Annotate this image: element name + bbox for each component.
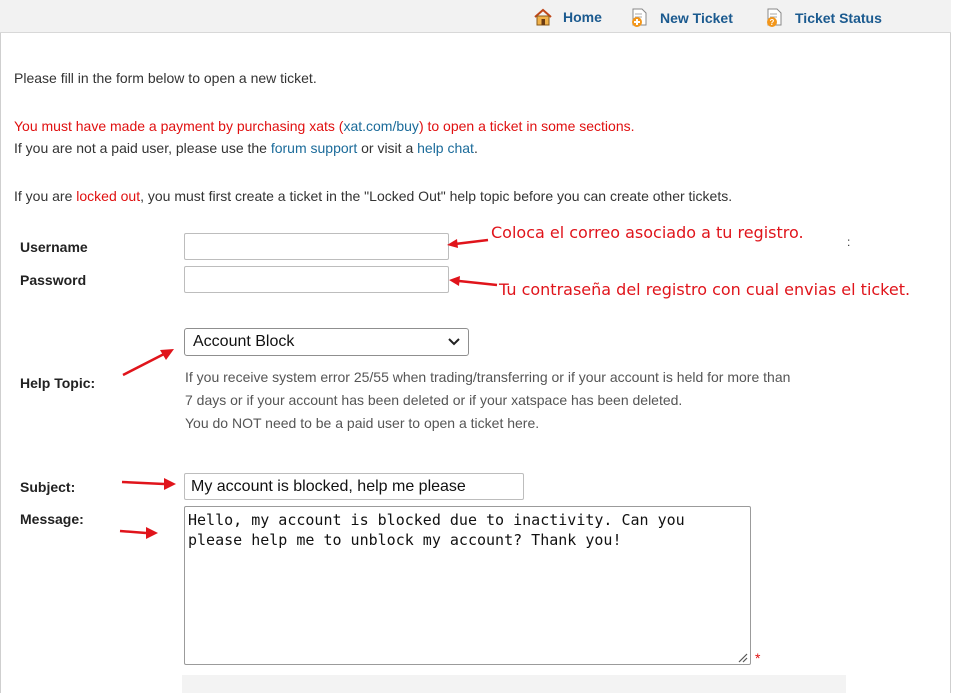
locked-notice-after: , you must first create a ticket in the "Locked Out" help topic before you can create other tickets. — [140, 188, 733, 204]
unpaid-notice-before: If you are not a paid user, please use the — [14, 140, 271, 156]
resize-grip-icon[interactable] — [737, 652, 748, 663]
form-footer-panel — [182, 675, 846, 693]
nav-new-ticket-label: New Ticket — [660, 10, 733, 26]
payment-notice — [14, 118, 635, 134]
arrow-to-help-topic-icon — [120, 346, 178, 378]
password-input[interactable] — [184, 266, 449, 293]
top-nav-bar — [0, 0, 951, 33]
required-marker: * — [755, 650, 761, 666]
nav-home-label: Home — [563, 9, 602, 25]
username-input[interactable] — [184, 233, 449, 260]
chevron-down-icon — [448, 338, 460, 346]
payment-notice-before: You must have made a payment by purchasing xats ( — [14, 118, 344, 134]
nav-home[interactable] — [533, 8, 602, 26]
locked-out-highlight: locked out — [76, 188, 141, 204]
locked-notice-before: If you are — [14, 188, 77, 204]
stray-mark: : — [847, 235, 851, 249]
subject-label: Subject: — [20, 479, 76, 495]
svg-text:?: ? — [769, 18, 775, 27]
help-topic-select[interactable] — [184, 328, 469, 356]
arrow-to-message-icon — [118, 524, 160, 540]
ticket-status-icon — [765, 8, 785, 28]
payment-notice-after: ) to open a ticket in some sections. — [418, 118, 635, 134]
help-topic-hint — [185, 366, 790, 435]
subject-input[interactable] — [184, 473, 524, 500]
username-annotation: Coloca el correo asociado a tu registro. — [491, 223, 804, 242]
nav-ticket-status-label: Ticket Status — [795, 10, 882, 26]
help-topic-hint-line: If you receive system error 25/55 when trading/transferring or if your account is held for more than — [185, 369, 791, 385]
message-label: Message: — [20, 511, 84, 527]
unpaid-notice-middle: or visit a — [357, 140, 418, 156]
buy-xats-link[interactable]: xat.com/buy — [343, 118, 419, 134]
arrow-to-username-icon — [445, 232, 490, 250]
password-label: Password — [20, 272, 87, 288]
nav-ticket-status[interactable] — [765, 8, 882, 28]
locked-out-notice — [14, 188, 732, 204]
arrow-to-password-icon — [447, 274, 499, 290]
home-icon — [533, 8, 553, 26]
arrow-to-subject-icon — [120, 475, 178, 491]
help-topic-label: Help Topic: — [20, 375, 96, 391]
message-textarea[interactable] — [184, 506, 751, 665]
username-label: Username — [20, 239, 88, 255]
nav-new-ticket[interactable] — [630, 8, 733, 28]
unpaid-notice-after: . — [473, 140, 478, 156]
new-ticket-icon — [630, 8, 650, 28]
forum-support-link[interactable]: forum support — [270, 140, 358, 156]
intro-text: Please fill in the form below to open a new ticket. — [14, 70, 317, 86]
password-annotation: Tu contraseña del registro con cual envias el ticket. — [499, 280, 911, 299]
help-chat-link[interactable]: help chat — [417, 140, 474, 156]
help-topic-hint-line: You do NOT need to be a paid user to open a ticket here. — [185, 415, 540, 431]
help-topic-hint-line: 7 days or if your account has been deleted or if your xatspace has been deleted. — [185, 392, 683, 408]
help-topic-selected-value: Account Block — [193, 333, 295, 350]
unpaid-notice — [14, 140, 478, 156]
